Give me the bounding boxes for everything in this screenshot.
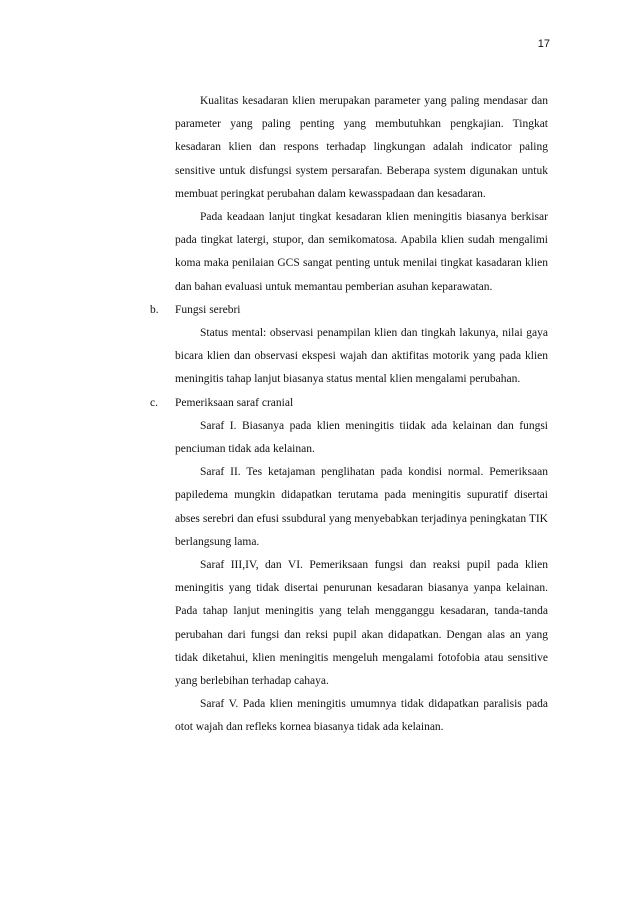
list-marker: b.: [150, 303, 159, 316]
section-heading-fungsi-serebri: [150, 299, 548, 322]
section-heading-saraf-cranial: [150, 392, 548, 415]
paragraph: Saraf I. Biasanya pada klien meningitis tiidak ada kelainan dan fungsi penciuman tidak ada kelainan.: [175, 419, 548, 456]
paragraph: Saraf II. Tes ketajaman penglihatan pada kondisi normal. Pemeriksaan papiledema mungkin didapatkan terutama pada meningitis supuratif disertai abses serebri dan efusi ssubdural yang menyebabkan terjadinya peningkatan TIK berlangsung lama.: [175, 466, 548, 548]
paragraph: Saraf III,IV, dan VI. Pemeriksaan fungsi dan reaksi pupil pada klien meningitis yang tidak disertai penurunan kesadaran biasanya yanpa kelainan. Pada tahap lanjut meningitis yang telah mengganggu kesadaran, tanda-tanda perubahan dari fungsi dan reksi pupil akan didapatkan. Dengan alas an yang tidak diketahui, klien meningitis mengeluh mengalami fotofobia atau sensitive yang berlebihan terhadap cahaya.: [175, 559, 548, 688]
list-marker: c.: [150, 396, 158, 409]
paragraph: Saraf V. Pada klien meningitis umumnya tidak didapatkan paralisis pada otot wajah dan refleks kornea biasanya tidak ada kelainan.: [175, 698, 548, 734]
page-number: 17: [537, 38, 550, 50]
heading-text: Fungsi serebri: [175, 303, 241, 316]
page-body: [150, 90, 548, 740]
paragraph: Kualitas kesadaran klien merupakan parameter yang paling mendasar dan parameter yang paling penting yang membutuhkan pengkajian. Tingkat kesadaran klien dan respons terhadap lingkungan adalah indicator paling sensitive untuk disfungsi system persarafan. Beberapa system digunakan untuk membuat peringkat perubahan dalam kewasspadaan dan kesadaran.: [175, 95, 548, 200]
heading-text: Pemeriksaan saraf cranial: [175, 396, 294, 409]
paragraph: Pada keadaan lanjut tingkat kesadaran klien meningitis biasanya berkisar pada tingkat latergi, stupor, dan semikomatosa. Apabila klien sudah mengalimi koma maka penilaian GCS sangat penting untuk menilai tingkat kasadaran klien dan bahan evaluasi untuk memantau pemberian asuhan keparawatan.: [175, 211, 548, 293]
paragraph: Status mental: observasi penampilan klien dan tingkah lakunya, nilai gaya bicara klien dan observasi ekspesi wajah dan aktifitas motorik yang pada klien meningitis tahap lanjut biasanya status mental klien mengalami perubahan.: [175, 327, 548, 386]
